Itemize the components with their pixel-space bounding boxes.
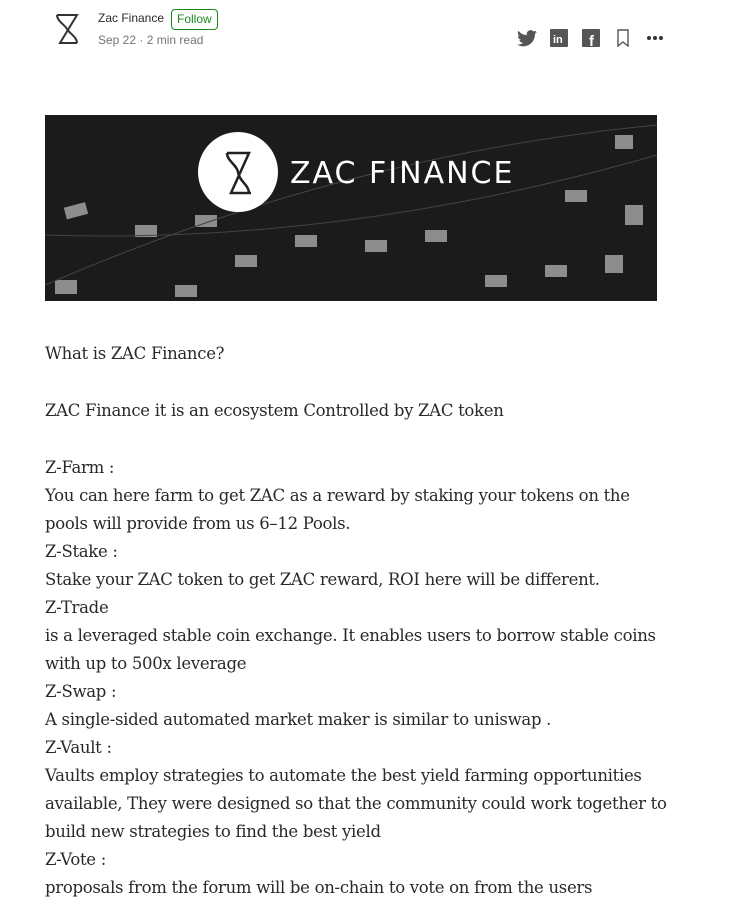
post-meta [98, 33, 203, 47]
bookmark-icon[interactable] [613, 28, 633, 48]
article-line: Vaults employ strategies to automate the best yield farming opportunities [45, 766, 642, 785]
article-line: Z-Vote : [45, 850, 106, 869]
linkedin-icon[interactable] [549, 28, 569, 48]
article-line: is a leveraged stable coin exchange. It enables users to borrow stable coins [45, 626, 656, 645]
article-intro: ZAC Finance it is an ecosystem Controlled by ZAC token [45, 401, 504, 420]
follow-button[interactable]: Follow [171, 9, 218, 30]
hero-logo-text: ZAC FINANCE [290, 156, 515, 191]
article-line: Z-Farm : [45, 458, 115, 477]
article-line: A single-sided automated market maker is similar to uniswap . [45, 710, 552, 729]
twitter-icon[interactable] [517, 28, 537, 48]
facebook-icon[interactable] [581, 28, 601, 48]
article-line: Z-Stake : [45, 542, 118, 561]
author-avatar[interactable] [52, 12, 82, 46]
article-line: pools will provide from us 6–12 Pools. [45, 514, 351, 533]
post-date: Sep 22 [98, 33, 137, 47]
article-line: Stake your ZAC token to get ZAC reward, ROI here will be different. [45, 570, 600, 589]
author-name[interactable]: Zac Finance [98, 11, 165, 25]
article-body [45, 340, 675, 902]
article-title: What is ZAC Finance? [45, 344, 225, 363]
article-line: Z-Vault : [45, 738, 112, 757]
article-line: Z-Trade [45, 598, 109, 617]
more-options-icon[interactable] [645, 28, 665, 48]
article-line: with up to 500x leverage [45, 654, 247, 673]
article-line: Z-Swap : [45, 682, 117, 701]
read-time: 2 min read [146, 33, 204, 47]
hero-pattern [45, 115, 657, 301]
article-line: You can here farm to get ZAC as a reward by staking your tokens on the [45, 486, 630, 505]
separator: · [139, 33, 144, 47]
svg-text:in: in [553, 34, 563, 46]
article-line: available, They were designed so that the community could work together to [45, 794, 667, 813]
hero-image [45, 115, 657, 301]
article-line: build new strategies to find the best yield [45, 822, 381, 841]
svg-text:f: f [589, 33, 594, 47]
article-line: proposals from the forum will be on-chain to vote on from the users [45, 878, 593, 897]
